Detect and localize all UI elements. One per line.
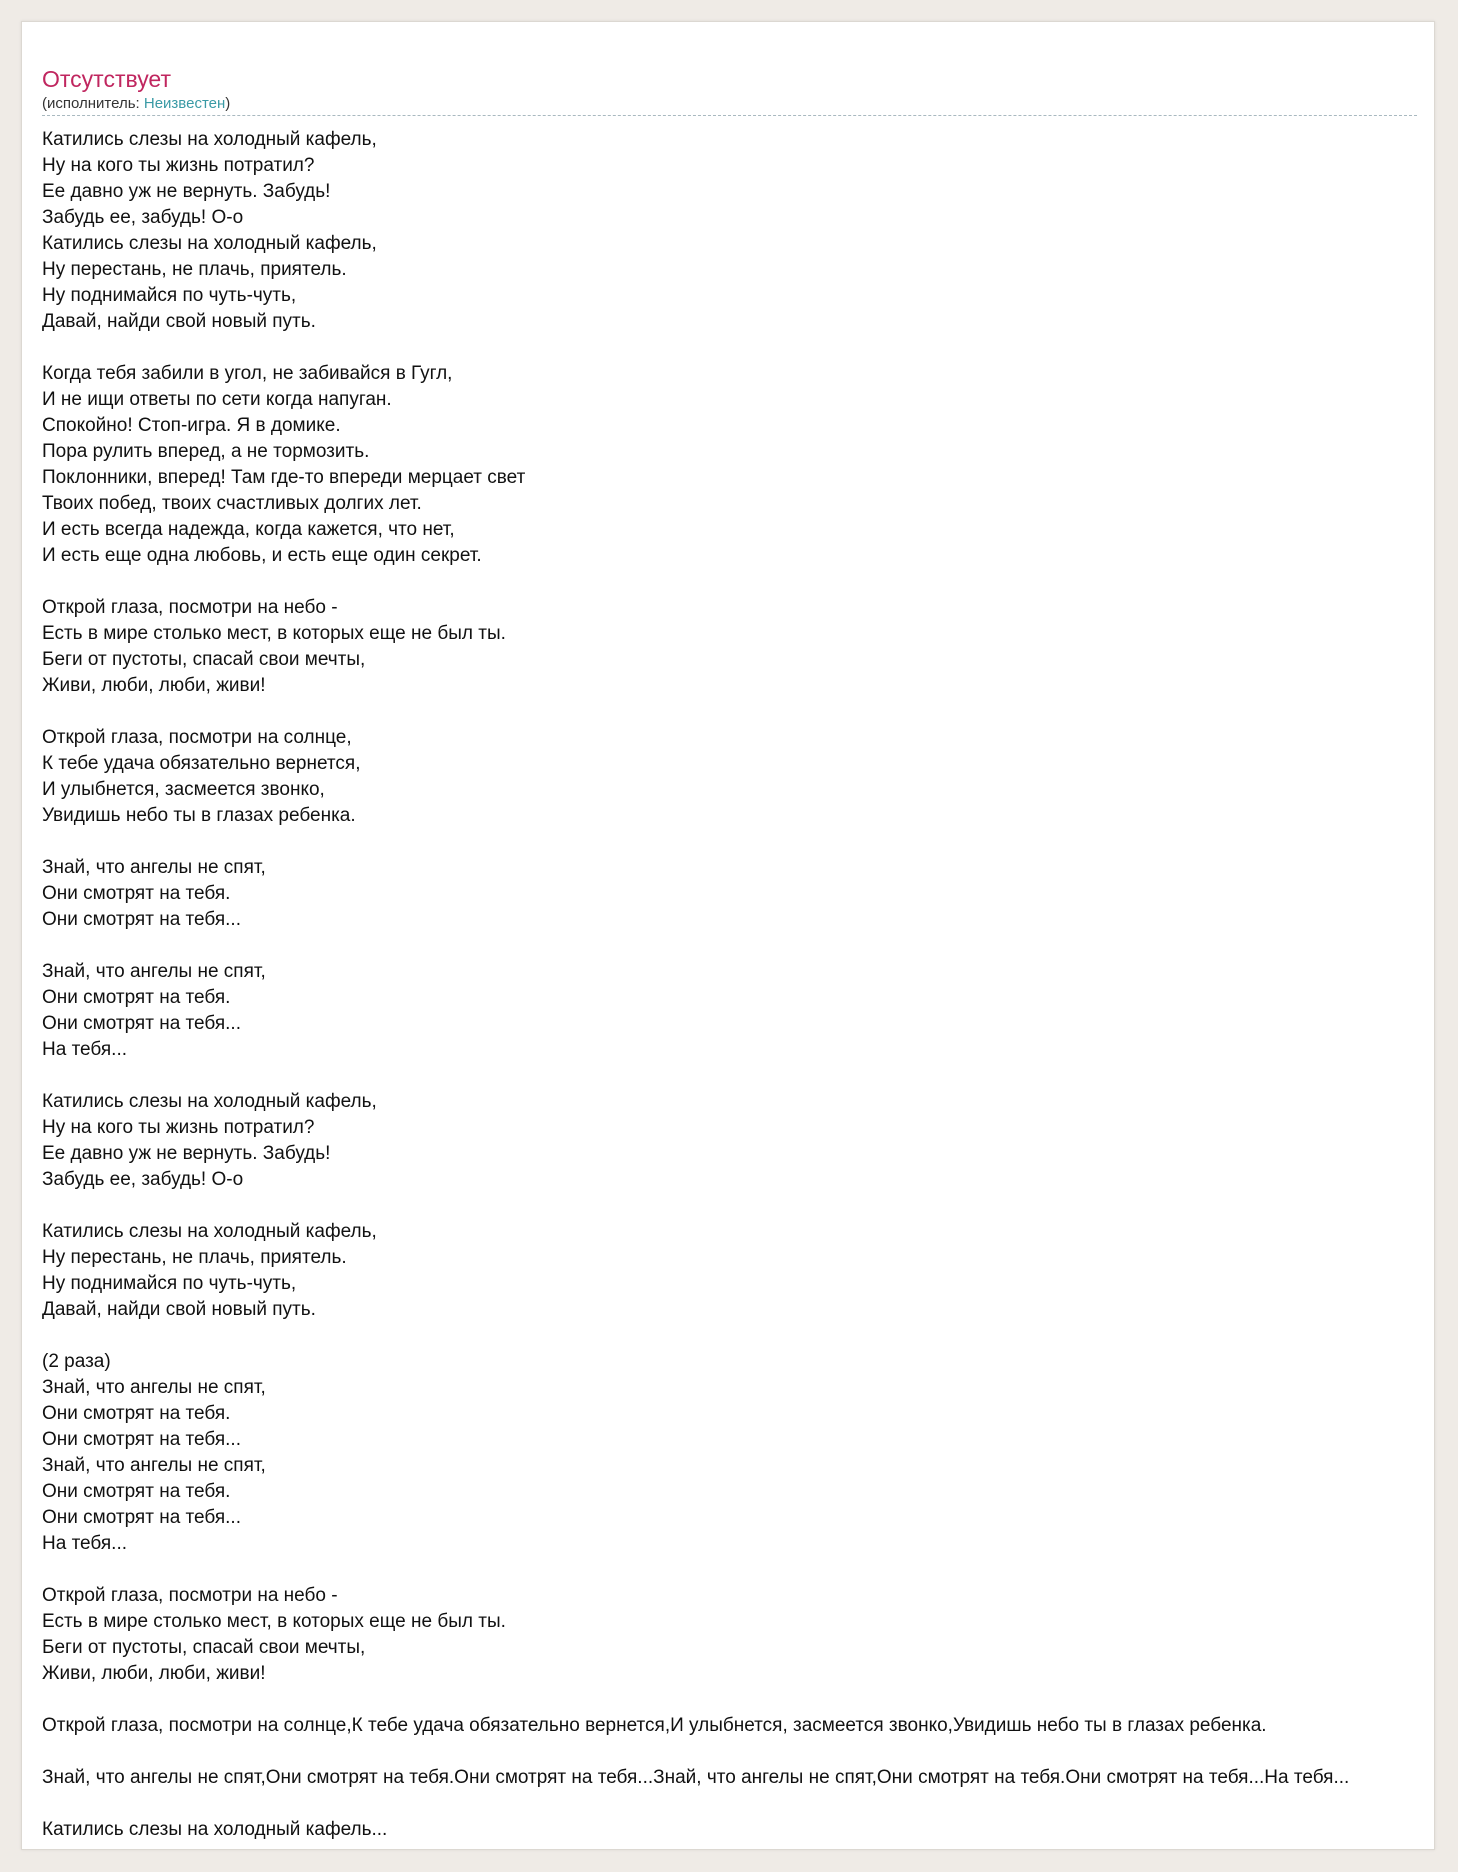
performer-line — [42, 95, 230, 113]
lyrics-line: Знай, что ангелы не спят, — [42, 961, 266, 982]
lyrics-line: Знай, что ангелы не спят, — [42, 1455, 266, 1476]
lyrics-blank-line — [42, 1687, 1435, 1713]
lyrics-line: Есть в мире столько мест, в которых еще не был ты. — [42, 623, 506, 644]
lyrics-line: Ну на кого ты жизнь потратил? — [42, 1117, 315, 1138]
lyrics-blank-line — [42, 1791, 1435, 1817]
lyrics-line: И есть еще одна любовь, и есть еще один секрет. — [42, 545, 482, 566]
lyrics-text — [42, 127, 1435, 1843]
lyrics-line: Спокойно! Стоп-игра. Я в домике. — [42, 415, 341, 436]
lyrics-line: Они смотрят на тебя... — [42, 1507, 241, 1528]
song-title: Отсутствует — [42, 66, 171, 92]
lyrics-line: Они смотрят на тебя... — [42, 1013, 241, 1034]
lyrics-line: Они смотрят на тебя. — [42, 883, 231, 904]
lyrics-blank-line — [42, 1063, 1435, 1089]
lyrics-line: Катились слезы на холодный кафель... — [42, 1819, 388, 1840]
lyrics-line: Они смотрят на тебя. — [42, 987, 231, 1008]
lyrics-blank-line — [42, 1557, 1435, 1583]
lyrics-line: И улыбнется, засмеется звонко, — [42, 779, 325, 800]
lyrics-line: Открой глаза, посмотри на солнце,К тебе удача обязательно вернется,И улыбнется, засмеется звонко,Увидишь небо ты в глазах ребенка. — [42, 1715, 1267, 1736]
lyrics-line: Давай, найди свой новый путь. — [42, 311, 316, 332]
lyrics-line: Есть в мире столько мест, в которых еще не был ты. — [42, 1611, 506, 1632]
lyrics-line: Они смотрят на тебя. — [42, 1481, 231, 1502]
lyrics-line: Беги от пустоты, спасай свои мечты, — [42, 649, 366, 670]
lyrics-line: Ее давно уж не вернуть. Забудь! — [42, 1143, 331, 1164]
lyrics-blank-line — [42, 1739, 1435, 1765]
lyrics-line: Они смотрят на тебя... — [42, 909, 241, 930]
lyrics-line: (2 раза) — [42, 1351, 111, 1372]
lyrics-blank-line — [42, 1323, 1435, 1349]
lyrics-line: Забудь ее, забудь! О-о — [42, 1169, 244, 1190]
lyrics-line: Беги от пустоты, спасай свои мечты, — [42, 1637, 366, 1658]
lyrics-line: На тебя... — [42, 1533, 127, 1554]
lyrics-line: И есть всегда надежда, когда кажется, что нет, — [42, 519, 455, 540]
lyrics-line: Знай, что ангелы не спят,Они смотрят на тебя.Они смотрят на тебя...Знай, что ангелы не спят,Они смотрят на тебя.Они смотрят на тебя...На тебя... — [42, 1767, 1350, 1788]
lyrics-line: На тебя... — [42, 1039, 127, 1060]
lyrics-line: Живи, люби, люби, живи! — [42, 675, 266, 696]
lyrics-line: Открой глаза, посмотри на небо - — [42, 1585, 338, 1606]
lyrics-blank-line — [42, 699, 1435, 725]
lyrics-line: Знай, что ангелы не спят, — [42, 857, 266, 878]
lyrics-line: И не ищи ответы по сети когда напуган. — [42, 389, 392, 410]
lyrics-line: Они смотрят на тебя. — [42, 1403, 231, 1424]
lyrics-line: Поклонники, вперед! Там где-то впереди мерцает свет — [42, 467, 526, 488]
lyrics-line: Они смотрят на тебя... — [42, 1429, 241, 1450]
lyrics-blank-line — [42, 829, 1435, 855]
lyrics-line: Давай, найди свой новый путь. — [42, 1299, 316, 1320]
performer-suffix: ) — [225, 95, 231, 112]
lyrics-line: Открой глаза, посмотри на солнце, — [42, 727, 352, 748]
lyrics-line: Забудь ее, забудь! О-о — [42, 207, 244, 228]
lyrics-line: Ну на кого ты жизнь потратил? — [42, 155, 315, 176]
lyrics-line: Ну перестань, не плачь, приятель. — [42, 1247, 347, 1268]
performer-prefix: (исполнитель: — [42, 95, 144, 112]
lyrics-line: Катились слезы на холодный кафель, — [42, 129, 377, 150]
lyrics-line: Ну перестань, не плачь, приятель. — [42, 259, 347, 280]
lyrics-line: Катились слезы на холодный кафель, — [42, 1091, 377, 1112]
lyrics-line: Когда тебя забили в угол, не забивайся в Гугл, — [42, 363, 453, 384]
lyrics-line: Знай, что ангелы не спят, — [42, 1377, 266, 1398]
lyrics-blank-line — [42, 569, 1435, 595]
lyrics-line: Живи, люби, люби, живи! — [42, 1663, 266, 1684]
lyrics-blank-line — [42, 1193, 1435, 1219]
lyrics-blank-line — [42, 335, 1435, 361]
lyrics-line: Катились слезы на холодный кафель, — [42, 233, 377, 254]
lyrics-line: Ее давно уж не вернуть. Забудь! — [42, 181, 331, 202]
lyrics-blank-line — [42, 933, 1435, 959]
lyrics-line: Открой глаза, посмотри на небо - — [42, 597, 338, 618]
lyrics-line: Пора рулить вперед, а не тормозить. — [42, 441, 370, 462]
lyrics-card — [21, 21, 1435, 1850]
lyrics-line: Ну поднимайся по чуть-чуть, — [42, 285, 297, 306]
song-header — [42, 43, 1417, 116]
performer-link[interactable]: Неизвестен — [143, 95, 226, 112]
lyrics-line: Ну поднимайся по чуть-чуть, — [42, 1273, 297, 1294]
lyrics-line: Катились слезы на холодный кафель, — [42, 1221, 377, 1242]
lyrics-line: Твоих побед, твоих счастливых долгих лет. — [42, 493, 422, 514]
lyrics-line: Увидишь небо ты в глазах ребенка. — [42, 805, 356, 826]
lyrics-line: К тебе удача обязательно вернется, — [42, 753, 361, 774]
